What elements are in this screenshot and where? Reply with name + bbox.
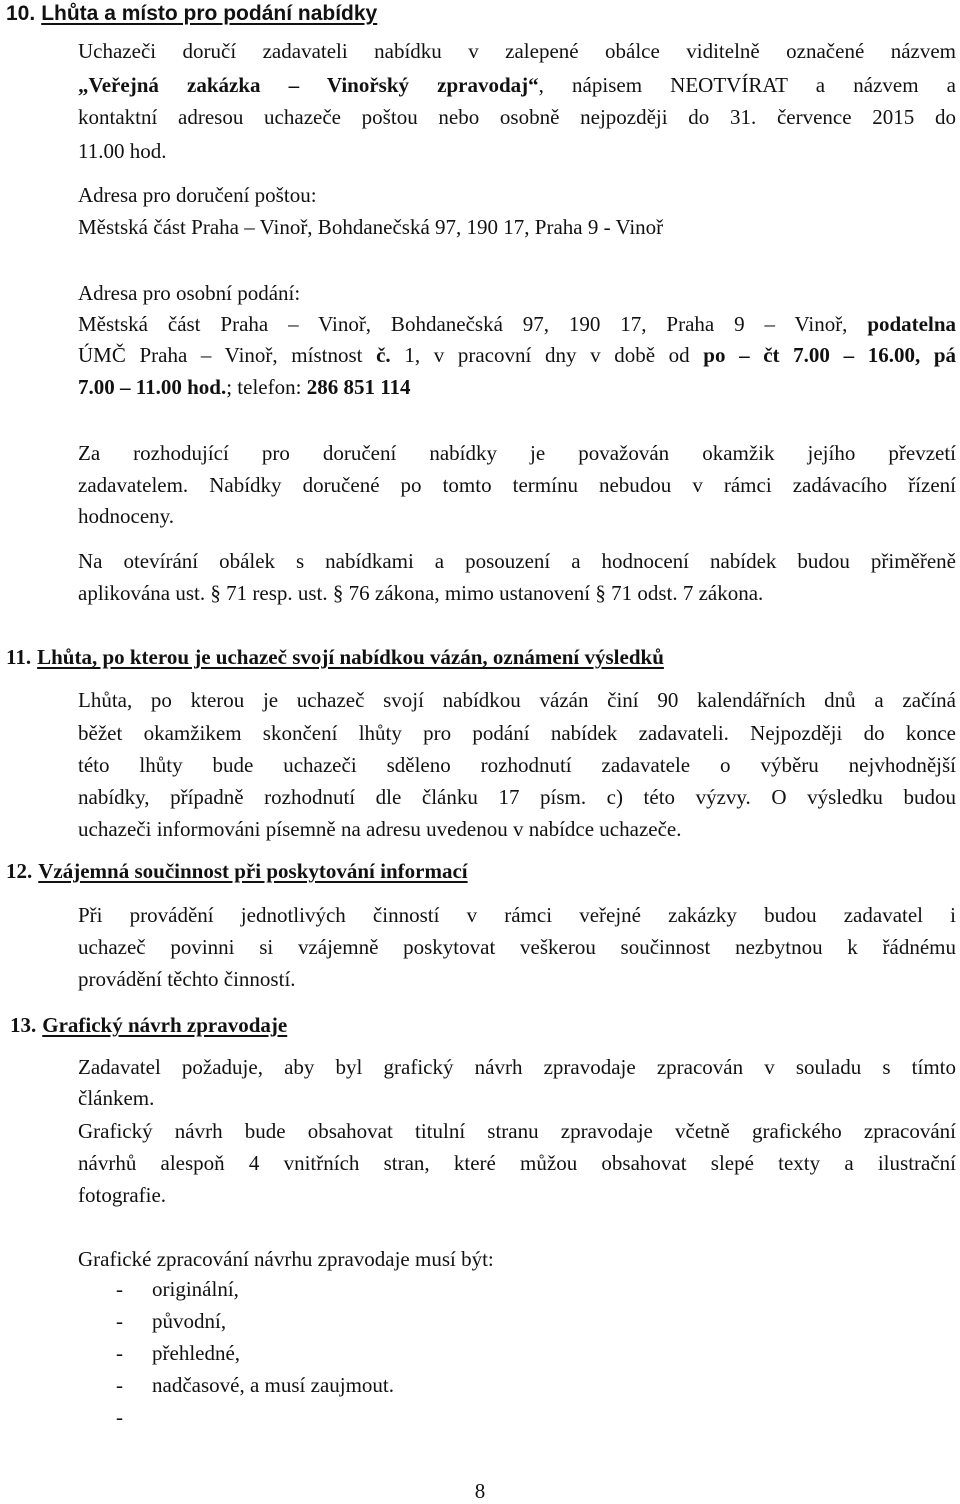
list-bullet: - xyxy=(116,1373,123,1397)
paragraph-line: návrhů alespoň 4 vnitřních stran, které můžou obsahovat slepé texty a ilustrační xyxy=(78,1151,956,1175)
list-item: originální, xyxy=(152,1277,239,1301)
personal-address-heading: Adresa pro osobní podání: xyxy=(78,281,301,305)
paragraph-line: Za rozhodující pro doručení nabídky je považován okamžik jejího převzetí xyxy=(78,441,956,465)
section-12-heading xyxy=(6,857,468,885)
section-10-heading xyxy=(6,0,377,28)
list-bullet: - xyxy=(116,1277,123,1301)
paragraph-line: Při provádění jednotlivých činností v rámci veřejné zakázky budou zadavatel i xyxy=(78,903,956,927)
personal-address-line: ÚMČ Praha – Vinoř, místnost č. 1, v pracovní dny v době od po – čt 7.00 – 16.00, pá xyxy=(78,343,957,367)
list-item: přehledné, xyxy=(152,1341,241,1365)
section-11-heading xyxy=(6,643,664,671)
list-item: původní, xyxy=(152,1309,227,1333)
paragraph-line: uchazeč povinni si vzájemně poskytovat veškerou součinnost nezbytnou k řádnému xyxy=(78,935,956,959)
paragraph-line: Lhůta, po kterou je uchazeč svojí nabídkou vázán činí 90 kalendářních dnů a začíná xyxy=(78,688,956,712)
section-13-heading xyxy=(10,1011,287,1039)
paragraph-line: 11.00 hod. xyxy=(78,139,167,163)
mail-address-heading: Adresa pro doručení poštou: xyxy=(78,183,317,207)
mail-address: Městská část Praha – Vinoř, Bohdanečská 97, 190 17, Praha 9 - Vinoř xyxy=(78,215,664,239)
paragraph-line: Uchazeči doručí zadavateli nabídku v zalepené obálce viditelně označené názvem xyxy=(78,39,956,63)
paragraph-line: Na otevírání obálek s nabídkami a posouzení a hodnocení nabídek budou přiměřeně xyxy=(78,549,956,573)
list-intro: Grafické zpracování návrhu zpravodaje musí být: xyxy=(78,1247,494,1271)
section-number: 12. xyxy=(6,859,33,883)
section-title: Grafický návrh zpravodaje xyxy=(42,1013,288,1037)
paragraph-line: Zadavatel požaduje, aby byl grafický návrh zpravodaje zpracován v souladu s tímto xyxy=(78,1055,956,1079)
paragraph-line: nabídky, případně rozhodnutí dle článku 17 písm. c) této výzvy. O výsledku budou xyxy=(78,785,956,809)
list-bullet: - xyxy=(116,1341,123,1365)
personal-address-line: 7.00 – 11.00 hod.; telefon: 286 851 114 xyxy=(78,375,411,399)
paragraph-line: této lhůty bude uchazeči sděleno rozhodnutí zadavatele o výběru nejvhodnější xyxy=(78,753,956,777)
page-number: 8 xyxy=(474,1479,486,1503)
list-bullet: - xyxy=(116,1405,123,1429)
paragraph-line: aplikována ust. § 71 resp. ust. § 76 zákona, mimo ustanovení § 71 odst. 7 zákona. xyxy=(78,581,764,605)
paragraph-line: uchazeči informováni písemně na adresu uvedenou v nabídce uchazeče. xyxy=(78,817,682,841)
list-bullet: - xyxy=(116,1309,123,1333)
section-number: 11. xyxy=(6,645,32,669)
paragraph-line: zadavatelem. Nabídky doručené po tomto termínu nebudou v rámci zadávacího řízení xyxy=(78,473,956,497)
section-number: 10. xyxy=(6,2,36,25)
personal-address-line: Městská část Praha – Vinoř, Bohdanečská 97, 190 17, Praha 9 – Vinoř, podatelna xyxy=(78,312,956,336)
list-item: nadčasové, a musí zaujmout. xyxy=(152,1373,395,1397)
paragraph-line: článkem. xyxy=(78,1086,155,1110)
section-title: Vzájemná součinnost při poskytování informací xyxy=(38,859,468,883)
paragraph-line: Grafický návrh bude obsahovat titulní stranu zpravodaje včetně grafického zpracování xyxy=(78,1119,956,1143)
paragraph-line: „Veřejná zakázka – Vinořský zpravodaj“, nápisem NEOTVÍRAT a názvem a xyxy=(78,73,957,97)
section-title: Lhůta, po kterou je uchazeč svojí nabídkou vázán, oznámení výsledků xyxy=(37,645,664,669)
paragraph-line: fotografie. xyxy=(78,1183,167,1207)
paragraph-line: běžet okamžikem skončení lhůty pro podání nabídek zadavateli. Nejpozději do konce xyxy=(78,721,956,745)
paragraph-line: hodnoceny. xyxy=(78,504,175,528)
section-number: 13. xyxy=(10,1013,37,1037)
paragraph-line: kontaktní adresou uchazeče poštou nebo osobně nejpozději do 31. července 2015 do xyxy=(78,105,956,129)
section-title: Lhůta a místo pro podání nabídky xyxy=(41,2,378,25)
phone-number: 286 851 114 xyxy=(306,375,411,399)
contract-name: Veřejná zakázka – Vinořský zpravodaj xyxy=(88,73,529,97)
paragraph-line: provádění těchto činností. xyxy=(78,967,296,991)
